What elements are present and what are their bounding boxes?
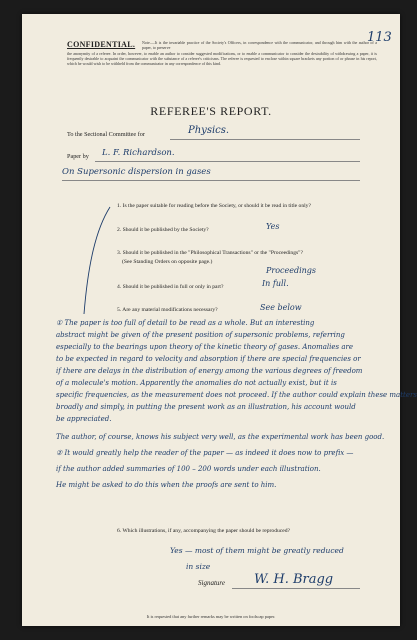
report-line-3: especially to the bearings upon theory of the kinetic theory of gases. Anomalies are [56, 343, 354, 351]
report-line-12: if the author added summaries of 100 – 200 words under each illustration. [56, 465, 321, 473]
committee-label: To the Sectional Committee for [67, 131, 145, 138]
paper-by-label: Paper by [67, 153, 89, 160]
answer-3: Proceedings [266, 266, 317, 275]
paper-title: On Supersonic dispersion in gases [62, 167, 211, 177]
committee-value: Physics. [188, 125, 230, 136]
report-line-7: specific frequencies, as the measurement does not proceed. If the author could explain these matters [56, 391, 417, 399]
referee-report-sheet [22, 14, 417, 626]
question-3: 3. Should it be published in the "Philosophical Transactions" or the "Proceedings"? [117, 250, 303, 256]
confidential-label: CONFIDENTIAL. [67, 40, 136, 49]
report-line-4: to be expected in regard to velocity and absorption if there are special frequencies or [56, 355, 361, 363]
question-6: 6. Which illustrations, if any, accompanying the paper should be reproduced? [117, 528, 291, 534]
report-line-5: if there are delays in the distribution of energy among the various degrees of freedom [56, 367, 363, 375]
signature: W. H. Bragg [254, 572, 334, 587]
paper-author: L. F. Richardson. [102, 148, 175, 158]
answer-6-line-2: in size [186, 562, 211, 571]
footer-note: It is requested that any further remarks may be written on foolscap paper. [146, 614, 276, 619]
report-line-11: ② It would greatly help the reader of the paper — as indeed it does now to prefix — [56, 449, 354, 457]
answer-2: Yes [266, 222, 280, 231]
report-line-6: of a molecule's motion. Apparently the anomalies do not actually exist, but it is [56, 379, 337, 387]
report-line-10: The author, of course, knows his subject very well, as the experimental work has been good. [56, 433, 385, 441]
report-line-9: be appreciated. [56, 415, 112, 423]
report-line-2: abstract might be given of the present position of supersonic problems, referring [56, 331, 345, 339]
confidential-note: Note.—It is the invariable practice of the Society's Officers, in correspondence with the communicator, and through him with the author of a paper, to preserve [142, 40, 377, 50]
report-title: REFEREE'S REPORT. [150, 104, 272, 118]
question-4: 4. Should it be published in full or only in part? [117, 284, 224, 290]
signature-label: Signature [198, 579, 225, 587]
report-line-1: ① The paper is too full of detail to be read as a whole. But an interesting [56, 319, 315, 327]
question-1: 1. Is the paper suitable for reading before the Society, or should it be read in title only? [117, 203, 311, 209]
question-3-note: (See Standing Orders on opposite page.) [122, 259, 213, 265]
answer-6-line-1: Yes — most of them might be greatly reduced [170, 546, 344, 555]
confidential-note-continued: the anonymity of a referee. In order, however, to enable an author to consider suggested modifications, or to enable a communicator to consider the desirability of withdrawing a paper, it is frequently desirable to acquaint the communicator with the substance of a referee's criticisms. The referee is requested to enclose within square brackets any portion of or phrase in his report, which he would wish to be withheld from the communicator in any correspondence of this kind. [67, 51, 377, 66]
report-line-8: broadly and simply, in putting the present work as an illustration, his account would [56, 403, 356, 411]
report-line-13: He might be asked to do this when the proofs are sent to him. [56, 481, 277, 489]
answer-4: In full. [262, 279, 289, 288]
answer-5: See below [260, 303, 302, 312]
page-number: 113 [367, 30, 392, 45]
question-5: 5. Are any material modifications necessary? [117, 307, 218, 313]
question-2: 2. Should it be published by the Society? [117, 227, 209, 233]
